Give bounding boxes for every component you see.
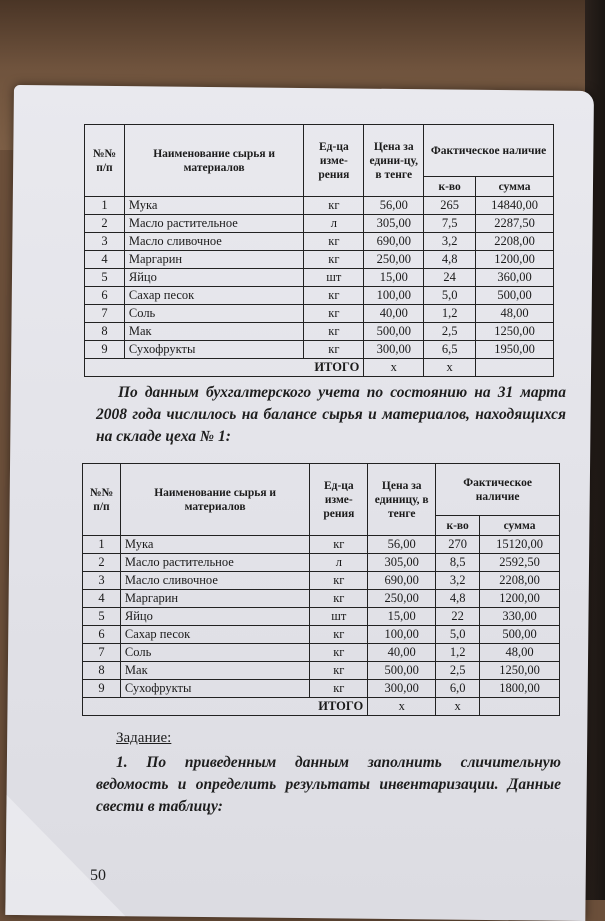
row-sum: 2287,50 <box>476 215 554 233</box>
row-number: 3 <box>85 233 125 251</box>
row-number: 9 <box>85 341 125 359</box>
row-sum: 500,00 <box>476 287 554 305</box>
row-sum: 1200,00 <box>476 251 554 269</box>
row-unit: кг <box>304 197 364 215</box>
row-price: 100,00 <box>364 287 424 305</box>
row-name: Масло сливочное <box>120 572 309 590</box>
row-number: 7 <box>85 305 125 323</box>
row-quantity: 2,5 <box>424 323 476 341</box>
row-number: 8 <box>85 323 125 341</box>
accounting-paragraph: По данным бухгалтерского учета по состоянию на 31 марта 2008 года числилось на балансе сырья и материалов, находящихся на складе цеха № 1: <box>96 384 566 445</box>
row-quantity: 7,5 <box>424 215 476 233</box>
row-sum: 48,00 <box>480 644 560 662</box>
header-actual: Фактическое наличие <box>424 125 554 177</box>
row-unit: кг <box>304 251 364 269</box>
row-unit: кг <box>310 680 368 698</box>
row-number: 5 <box>85 269 125 287</box>
row-quantity: 1,2 <box>424 305 476 323</box>
header-sum: сумма <box>476 177 554 197</box>
row-price: 250,00 <box>368 590 436 608</box>
table-row <box>83 626 560 644</box>
row-sum: 1200,00 <box>480 590 560 608</box>
header-actual: Фактическое наличие <box>436 464 560 516</box>
row-quantity: 5,0 <box>436 626 480 644</box>
row-unit: кг <box>304 287 364 305</box>
header-number: №№ п/п <box>83 464 121 536</box>
row-price: 305,00 <box>368 554 436 572</box>
row-price: 300,00 <box>364 341 424 359</box>
header-quantity: к-во <box>436 516 480 536</box>
row-price: 40,00 <box>368 644 436 662</box>
row-quantity: 22 <box>436 608 480 626</box>
total-price: х <box>368 698 436 716</box>
row-unit: кг <box>304 323 364 341</box>
row-sum: 1250,00 <box>480 662 560 680</box>
row-sum: 2208,00 <box>480 572 560 590</box>
total-label: ИТОГО <box>85 359 364 377</box>
row-price: 15,00 <box>364 269 424 287</box>
row-name: Масло растительное <box>120 554 309 572</box>
row-quantity: 8,5 <box>436 554 480 572</box>
row-quantity: 6,0 <box>436 680 480 698</box>
row-sum: 1950,00 <box>476 341 554 359</box>
row-quantity: 6,5 <box>424 341 476 359</box>
row-number: 1 <box>83 536 121 554</box>
table-row <box>85 287 554 305</box>
task-label: Задание: <box>116 730 172 746</box>
header-price: Цена за единицу, в тенге <box>368 464 436 536</box>
row-name: Мука <box>124 197 304 215</box>
header-name: Наименование сырья и материалов <box>120 464 309 536</box>
row-unit: кг <box>310 572 368 590</box>
row-number: 4 <box>83 590 121 608</box>
row-quantity: 1,2 <box>436 644 480 662</box>
row-name: Сухофрукты <box>124 341 304 359</box>
row-name: Мак <box>124 323 304 341</box>
row-number: 3 <box>83 572 121 590</box>
header-unit: Ед-ца изме-рения <box>304 125 364 197</box>
table-row <box>85 215 554 233</box>
total-quantity: х <box>436 698 480 716</box>
row-price: 56,00 <box>364 197 424 215</box>
row-number: 6 <box>85 287 125 305</box>
row-name: Сухофрукты <box>120 680 309 698</box>
row-unit: кг <box>304 305 364 323</box>
row-price: 100,00 <box>368 626 436 644</box>
row-number: 1 <box>85 197 125 215</box>
row-quantity: 4,8 <box>436 590 480 608</box>
table-total-row <box>85 359 554 377</box>
header-quantity: к-во <box>424 177 476 197</box>
row-unit: кг <box>304 233 364 251</box>
table-header-row <box>83 464 560 516</box>
row-name: Соль <box>124 305 304 323</box>
row-sum: 15120,00 <box>480 536 560 554</box>
row-quantity: 265 <box>424 197 476 215</box>
row-sum: 330,00 <box>480 608 560 626</box>
row-sum: 500,00 <box>480 626 560 644</box>
row-name: Мука <box>120 536 309 554</box>
row-price: 690,00 <box>368 572 436 590</box>
row-unit: шт <box>304 269 364 287</box>
row-number: 7 <box>83 644 121 662</box>
row-number: 9 <box>83 680 121 698</box>
row-name: Маргарин <box>120 590 309 608</box>
row-quantity: 4,8 <box>424 251 476 269</box>
row-name: Соль <box>120 644 309 662</box>
row-unit: л <box>310 554 368 572</box>
header-unit: Ед-ца изме-рения <box>310 464 368 536</box>
table-row <box>85 197 554 215</box>
row-quantity: 2,5 <box>436 662 480 680</box>
row-sum: 1250,00 <box>476 323 554 341</box>
row-quantity: 24 <box>424 269 476 287</box>
task-text: 1. По приведенным данным заполнить сличительную ведомость и определить результаты инвентаризации. Данные свести в таблицу: <box>96 754 561 815</box>
header-price: Цена за едини-цу, в тенге <box>364 125 424 197</box>
row-price: 15,00 <box>368 608 436 626</box>
table-row <box>83 554 560 572</box>
row-name: Яйцо <box>120 608 309 626</box>
total-sum <box>480 698 560 716</box>
header-number: №№ п/п <box>85 125 125 197</box>
total-price: х <box>364 359 424 377</box>
actual-inventory-table <box>84 124 554 377</box>
table-row <box>83 644 560 662</box>
row-quantity: 5,0 <box>424 287 476 305</box>
table-total-row <box>83 698 560 716</box>
row-unit: шт <box>310 608 368 626</box>
row-unit: кг <box>310 626 368 644</box>
table-row <box>83 680 560 698</box>
header-name: Наименование сырья и материалов <box>124 125 304 197</box>
row-unit: л <box>304 215 364 233</box>
row-price: 40,00 <box>364 305 424 323</box>
table-header-row <box>85 125 554 177</box>
row-unit: кг <box>310 590 368 608</box>
row-quantity: 3,2 <box>436 572 480 590</box>
row-name: Маргарин <box>124 251 304 269</box>
row-number: 4 <box>85 251 125 269</box>
row-price: 500,00 <box>364 323 424 341</box>
row-price: 690,00 <box>364 233 424 251</box>
table-row <box>85 233 554 251</box>
table-row <box>85 269 554 287</box>
row-unit: кг <box>310 662 368 680</box>
row-name: Масло растительное <box>124 215 304 233</box>
table-row <box>83 608 560 626</box>
row-name: Масло сливочное <box>124 233 304 251</box>
table-row <box>85 251 554 269</box>
row-number: 5 <box>83 608 121 626</box>
row-sum: 14840,00 <box>476 197 554 215</box>
row-unit: кг <box>304 341 364 359</box>
row-price: 56,00 <box>368 536 436 554</box>
row-sum: 48,00 <box>476 305 554 323</box>
row-price: 305,00 <box>364 215 424 233</box>
row-name: Мак <box>120 662 309 680</box>
table-row <box>85 341 554 359</box>
page-number: 50 <box>90 867 106 884</box>
table-row <box>83 662 560 680</box>
total-label: ИТОГО <box>83 698 368 716</box>
row-unit: кг <box>310 536 368 554</box>
table-row <box>85 305 554 323</box>
row-quantity: 270 <box>436 536 480 554</box>
row-quantity: 3,2 <box>424 233 476 251</box>
header-sum: сумма <box>480 516 560 536</box>
row-price: 500,00 <box>368 662 436 680</box>
row-price: 300,00 <box>368 680 436 698</box>
row-name: Сахар песок <box>120 626 309 644</box>
row-sum: 360,00 <box>476 269 554 287</box>
row-price: 250,00 <box>364 251 424 269</box>
row-sum: 2592,50 <box>480 554 560 572</box>
total-quantity: х <box>424 359 476 377</box>
row-sum: 2208,00 <box>476 233 554 251</box>
table-row <box>83 536 560 554</box>
table-row <box>83 572 560 590</box>
row-name: Сахар песок <box>124 287 304 305</box>
row-number: 2 <box>85 215 125 233</box>
row-unit: кг <box>310 644 368 662</box>
table-row <box>85 323 554 341</box>
row-number: 8 <box>83 662 121 680</box>
book-balance-table <box>82 463 560 716</box>
total-sum <box>476 359 554 377</box>
row-sum: 1800,00 <box>480 680 560 698</box>
table-row <box>83 590 560 608</box>
row-number: 2 <box>83 554 121 572</box>
row-number: 6 <box>83 626 121 644</box>
row-name: Яйцо <box>124 269 304 287</box>
